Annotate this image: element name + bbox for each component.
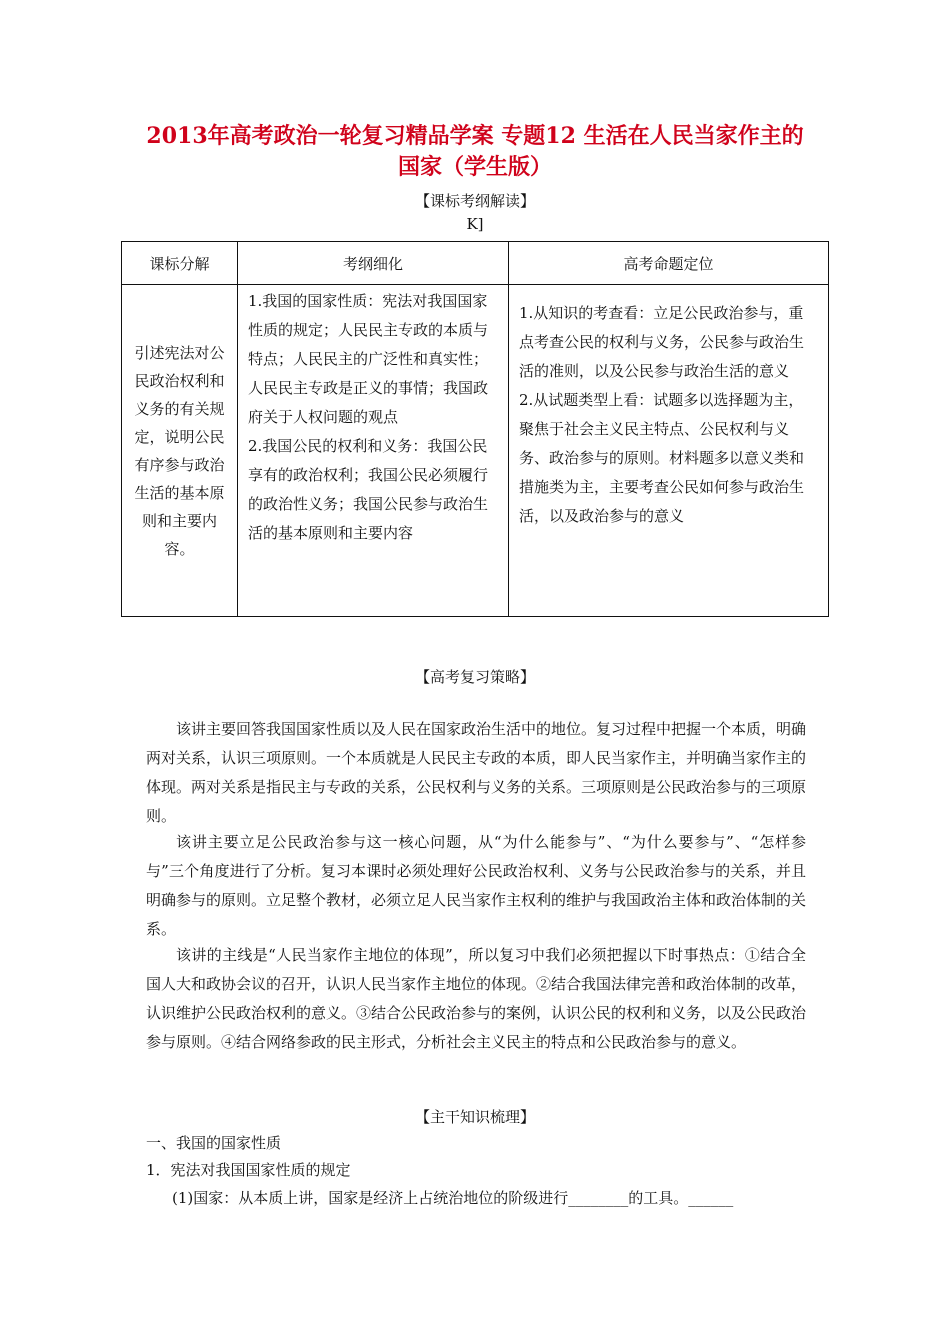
strategy-paragraph: 该讲主要回答我国国家性质以及人民在国家政治生活中的地位。复习过程中把握一个本质，明确两对关系，认识三项原则。一个本质就是人民民主专政的本质，即人民当家作主，并明确当家作主的体现。两对关系是指民主与专政的关系，公民权利与义务的关系。三项原则是公民政治参与的三项原则。 bbox=[146, 720, 807, 825]
doc-title-line2: 国家（学生版） bbox=[397, 154, 552, 180]
table-cell-standard: 引述宪法对公民政治权利和义务的有关规定，说明公民有序参与政治生活的基本原则和主要内容。 bbox=[122, 285, 238, 617]
knowledge-item-1: (1)国家：从本质上讲，国家是经济上占统治地位的阶级进行________的工具。______ bbox=[172, 1189, 734, 1207]
knowledge-heading-1: 一、我国的国家性质 bbox=[146, 1134, 282, 1152]
table-header-row bbox=[122, 242, 829, 285]
outline-detail-item: 1.我国的国家性质：宪法对我国国家性质的规定；人民民主专政的本质与特点；人民民主的广泛性和真实性；人民民主专政是正义的事情；我国政府关于人权问题的观点 bbox=[248, 292, 489, 426]
table-row bbox=[122, 285, 829, 617]
table-header-cell: 课标分解 bbox=[122, 242, 238, 285]
exam-focus-item: 2.从试题类型上看：试题多以选择题为主，聚焦于社会主义民主特点、公民权利与义务、政治参与的原则。材料题多以意义类和措施类为主，主要考查公民如何参与政治生活，以及政治参与的意义 bbox=[519, 391, 805, 525]
table-cell-outline-detail bbox=[238, 285, 509, 617]
section-heading-knowledge: 【主干知识梳理】 bbox=[414, 1108, 535, 1126]
knowledge-heading-2: 1．宪法对我国国家性质的规定 bbox=[146, 1161, 351, 1179]
stray-mark: K] bbox=[466, 215, 484, 233]
table-header-cell: 高考命题定位 bbox=[509, 242, 829, 285]
section-heading-strategy: 【高考复习策略】 bbox=[414, 668, 535, 686]
table-cell-exam-focus bbox=[509, 285, 829, 617]
strategy-paragraph: 该讲的主线是“人民当家作主地位的体现”，所以复习中我们必须把握以下时事热点：①结合全国人大和政协会议的召开，认识人民当家作主地位的体现。②结合我国法律完善和政治体制的改革，认识维护公民政治权利的意义。③结合公民政治参与的案例，认识公民的权利和义务，以及公民政治参与原则。④结合网络参政的民主形式，分析社会主义民主的特点和公民政治参与的意义。 bbox=[146, 946, 807, 1051]
section-heading-outline: 【课标考纲解读】 bbox=[414, 192, 535, 210]
outline-table bbox=[121, 241, 829, 617]
exam-focus-item: 1.从知识的考查看：立足公民政治参与，重点考查公民的权利与义务，公民参与政治生活的准则，以及公民参与政治生活的意义 bbox=[519, 304, 805, 380]
doc-title-line1: 2013年高考政治一轮复习精品学案 专题12 生活在人民当家作主的 bbox=[146, 123, 804, 149]
table-header-cell: 考纲细化 bbox=[238, 242, 509, 285]
strategy-paragraph: 该讲主要立足公民政治参与这一核心问题，从“为什么能参与”、“为什么要参与”、“怎样参与”三个角度进行了分析。复习本课时必须处理好公民政治权利、义务与公民政治参与的关系，并且明确参与的原则。立足整个教材，必须立足人民当家作主权利的维护与我国政治主体和政治体制的关系。 bbox=[146, 833, 807, 938]
outline-detail-item: 2.我国公民的权利和义务：我国公民享有的政治权利；我国公民必须履行的政治性义务；我国公民参与政治生活的基本原则和主要内容 bbox=[248, 437, 489, 542]
